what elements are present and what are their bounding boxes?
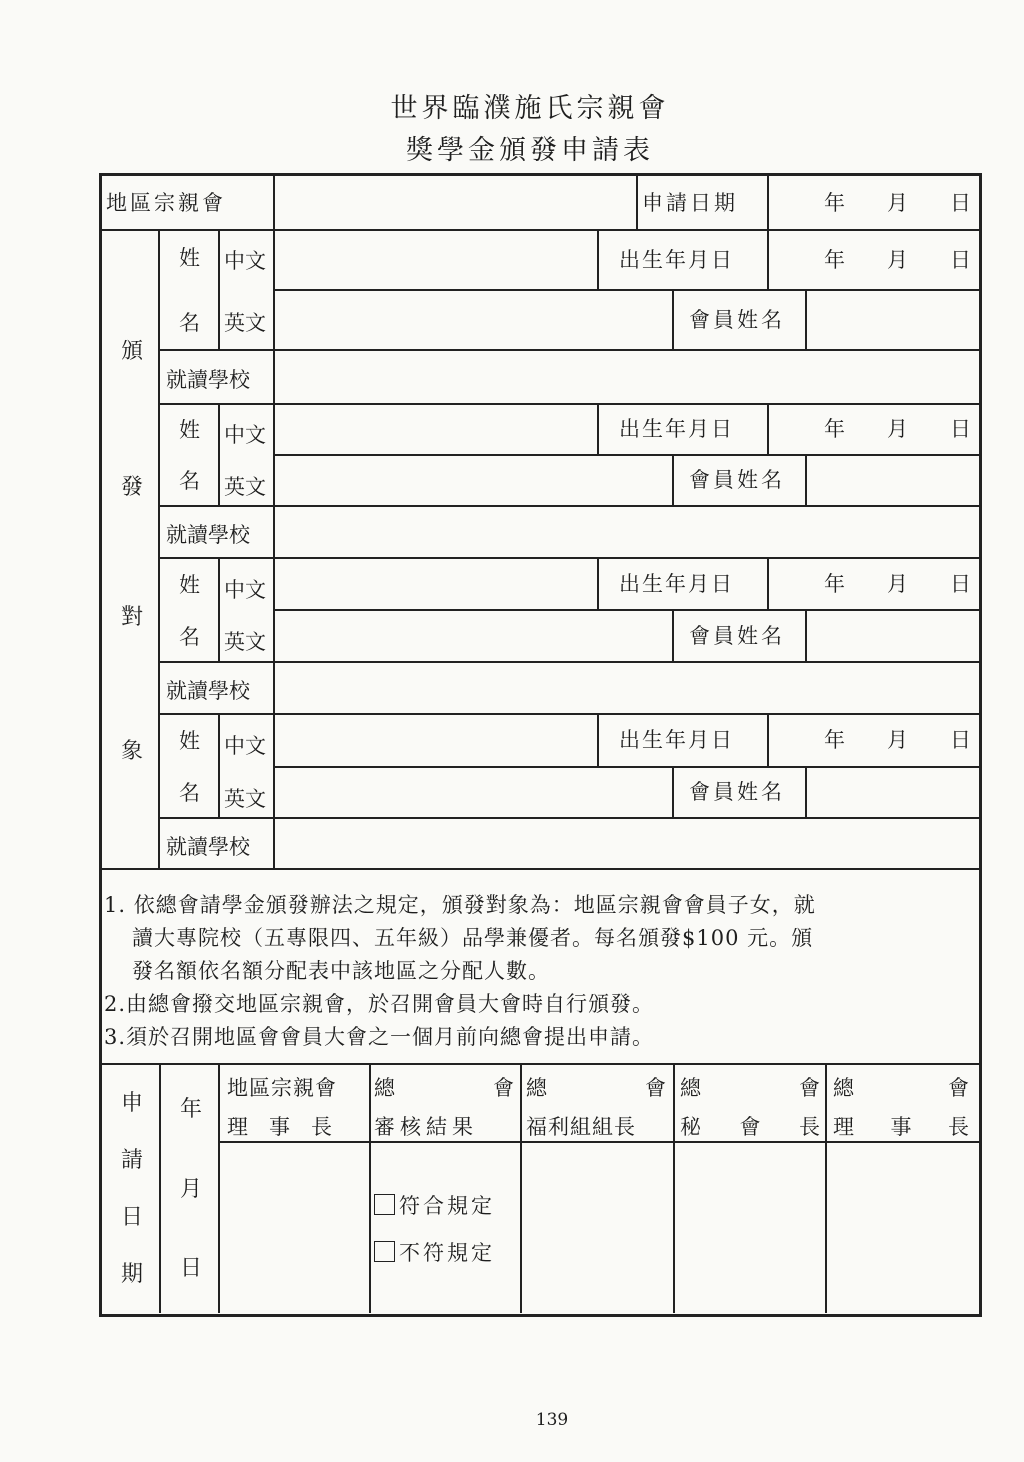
member-label: 會員姓名 [689,780,785,804]
english-label: 英文 [224,787,266,811]
school-label: 就讀學校 [166,368,250,392]
apply-date-char: 期 [121,1262,144,1287]
school-label: 就讀學校 [166,835,250,859]
apply-day: 日 [950,191,971,215]
ymd-char: 日 [180,1256,203,1281]
welfare-header: 總 會 [526,1076,666,1100]
checkbox-icon[interactable] [374,1194,395,1215]
name-char: 名 [179,781,200,805]
chair-label: 理 事 長 [833,1115,969,1139]
birth-month: 月 [887,728,908,752]
school-label: 就讀學校 [166,523,250,547]
birth-label: 出生年月日 [619,572,734,596]
checkbox-icon[interactable] [374,1241,395,1262]
birth-day: 日 [950,572,971,596]
note-line: 3.須於召開地區會會員大會之一個月前向總會提出申請。 [104,1025,655,1049]
form-title: 獎學金頒發申請表 [406,135,654,166]
side-label-char: 象 [121,739,144,764]
notes-section [104,889,974,1054]
birth-year: 年 [824,248,845,272]
birth-label: 出生年月日 [619,417,734,441]
apply-date-label: 申請日期 [642,191,738,215]
note-line: 1. 依總會請學金頒發辦法之規定，頒發對象為：地區宗親會會員子女，就 [104,893,816,917]
check-noncompliant[interactable]: 不符規定 [374,1241,495,1264]
side-label-char: 頒 [121,339,144,364]
region-chair-label: 地區宗親會 [227,1076,337,1100]
chinese-label: 中文 [224,578,266,602]
ymd-char: 月 [180,1177,203,1202]
side-label-char: 發 [121,475,144,500]
apply-date-char: 日 [121,1205,144,1230]
secretary-label: 秘 會 長 [680,1115,820,1139]
chinese-label: 中文 [224,734,266,758]
note-line: 2.由總會撥交地區宗親會，於召開會員大會時自行頒發。 [104,992,655,1016]
apply-date-char: 請 [121,1148,144,1173]
note-line: 發名額依名額分配表中該地區之分配人數。 [132,959,550,983]
check-compliant[interactable]: 符合規定 [374,1194,495,1217]
surname-char: 姓 [179,729,200,753]
birth-day: 日 [950,417,971,441]
birth-year: 年 [824,572,845,596]
region-label: 地區宗親會 [106,191,226,215]
welfare-label: 福利組組長 [526,1115,636,1139]
page-number: 139 [535,1410,569,1430]
apply-year: 年 [824,191,845,215]
chinese-label: 中文 [224,423,266,447]
member-label: 會員姓名 [689,468,785,492]
name-char: 名 [179,311,200,335]
org-name: 世界臨濮施氏宗親會 [390,93,670,124]
chair-header: 總 會 [833,1076,969,1100]
member-label: 會員姓名 [689,624,785,648]
school-label: 就讀學校 [166,679,250,703]
birth-year: 年 [824,728,845,752]
name-char: 名 [179,625,200,649]
birth-day: 日 [950,728,971,752]
review-header: 總 會 [374,1076,514,1100]
english-label: 英文 [224,630,266,654]
review-label: 審核結果 [374,1115,478,1139]
surname-char: 姓 [179,246,200,270]
english-label: 英文 [224,475,266,499]
birth-month: 月 [887,248,908,272]
apply-month: 月 [887,191,908,215]
side-label-char: 對 [121,605,144,630]
birth-day: 日 [950,248,971,272]
chinese-label: 中文 [224,249,266,273]
surname-char: 姓 [179,573,200,597]
english-label: 英文 [224,311,266,335]
birth-label: 出生年月日 [619,728,734,752]
birth-month: 月 [887,572,908,596]
surname-char: 姓 [179,418,200,442]
ymd-char: 年 [180,1097,203,1122]
member-label: 會員姓名 [689,308,785,332]
apply-date-char: 申 [121,1091,144,1116]
birth-year: 年 [824,417,845,441]
note-line: 讀大專院校（五專限四、五年級）品學兼優者。每名頒發$100 元。頒 [132,926,814,950]
secretary-header: 總 會 [680,1076,820,1100]
birth-label: 出生年月日 [619,248,734,272]
birth-month: 月 [887,417,908,441]
region-chair-label: 理 事 長 [227,1115,332,1139]
name-char: 名 [179,469,200,493]
